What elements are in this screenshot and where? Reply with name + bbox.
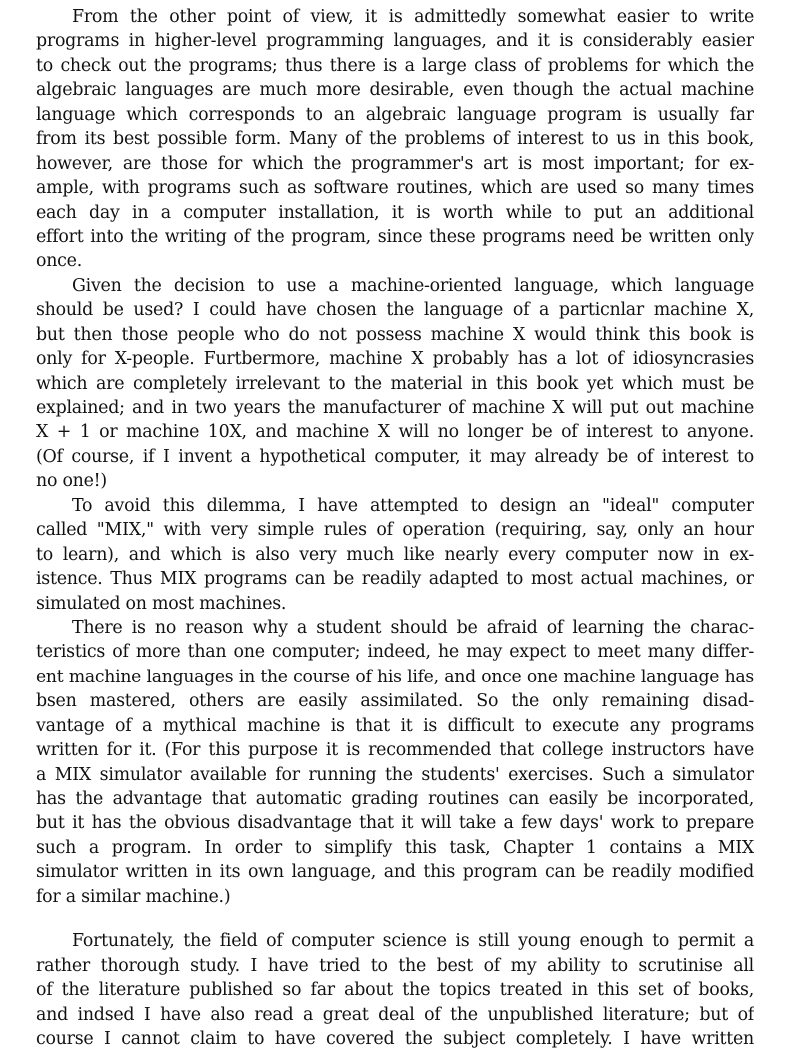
text-line: no one!) (36, 471, 107, 492)
text-line: a MIX simulator available for running the students' exercises. Such a simulator (36, 764, 754, 785)
text-line: ent machine languages in the course of his life, and once one machine language has (36, 666, 754, 687)
text-line: algebraic languages are much more desirable, even though the actual machine (36, 80, 754, 101)
paragraph-3 (36, 494, 754, 616)
text-line: Fortunately, the field of computer science is still young enough to permit a (72, 931, 754, 952)
text-line: programs in higher-level programming languages, and it is considerably easier (36, 31, 754, 52)
text-line: only for X-people. Furtbermore, machine X probably has a lot of idiosyncrasies (36, 349, 754, 370)
text-line: once. (36, 251, 82, 272)
text-line: To avoid this dilemma, I have attempted to design an "ideal" computer (72, 495, 754, 516)
text-line: has the advantage that automatic grading routines can easily be incorporated, (36, 789, 754, 809)
text-line: simulated on most machines. (36, 593, 287, 614)
paragraph-1 (36, 5, 754, 274)
text-line: which are completely irrelevant to the material in this book yet which must be (36, 373, 754, 394)
text-line: however, are those for which the programmer's art is most important; for ex- (36, 153, 754, 174)
text-line: course I cannot claim to have covered the subject completely. I have written (36, 1028, 754, 1049)
paragraph-5 (36, 929, 754, 1051)
text-line: (Of course, if I invent a hypothetical computer, it may already be of interest to (36, 446, 754, 467)
text-line: From the other point of view, it is admittedly somewhat easier to write (72, 7, 754, 27)
text-line: to check out the programs; thus there is a large class of problems for which the (36, 55, 754, 76)
text-line: for a similar machine.) (36, 886, 231, 907)
document-page (36, 5, 754, 1051)
text-line: and indsed I have also read a great deal of the unpublished literature; but of (36, 1004, 754, 1025)
text-line: vantage of a mythical machine is that it is difficult to execute any programs (36, 715, 754, 736)
text-line: simulator written in its own language, and this program can be readily modified (36, 862, 754, 883)
paragraph-2 (36, 274, 754, 494)
text-line: There is no reason why a student should be afraid of learning the charac- (72, 617, 754, 638)
text-line: of the literature published so far about the topics treated in this set of books, (36, 980, 754, 1001)
text-line: Given the decision to use a machine-oriented language, which language (72, 275, 754, 296)
text-line: teristics of more than one computer; indeed, he may expect to meet many differ- (36, 642, 754, 663)
text-line: rather thorough study. I have tried to the best of my ability to scrutinise all (36, 955, 754, 976)
text-line: explained; and in two years the manufacturer of machine X will put out machine (36, 398, 754, 418)
paragraph-gap (36, 909, 754, 929)
text-line: from its best possible form. Many of the problems of interest to us in this book, (36, 129, 754, 150)
text-line: language which corresponds to an algebraic language program is usually far (36, 104, 754, 125)
text-line: to learn), and which is also very much like nearly every computer now in ex- (36, 544, 754, 565)
text-line: but then those people who do not possess machine X would think this book is (36, 324, 754, 345)
text-line: istence. Thus MIX programs can be readily adapted to most actual machines, or (36, 569, 754, 590)
text-line: bsen mastered, others are easily assimilated. So the only remaining disad- (36, 691, 754, 712)
text-line: written for it. (For this purpose it is recommended that college instructors have (36, 740, 754, 761)
text-line: called "MIX," with very simple rules of operation (requiring, say, only an hour (36, 520, 754, 541)
text-line: each day in a computer installation, it is worth while to put an additional (36, 202, 754, 223)
text-line: effort into the writing of the program, since these programs need be written only (36, 226, 754, 247)
text-line: but it has the obvious disadvantage that it will take a few days' work to prepare (36, 813, 754, 834)
text-line: should be used? I could have chosen the language of a particnlar machine X, (36, 300, 754, 321)
text-line: such a program. In order to simplify this task, Chapter 1 contains a MIX (36, 837, 754, 858)
paragraph-4 (36, 616, 754, 909)
text-line: ample, with programs such as software routines, which are used so many times (36, 178, 754, 199)
text-line: X + 1 or machine 10X, and machine X will no longer be of interest to anyone. (36, 422, 754, 443)
